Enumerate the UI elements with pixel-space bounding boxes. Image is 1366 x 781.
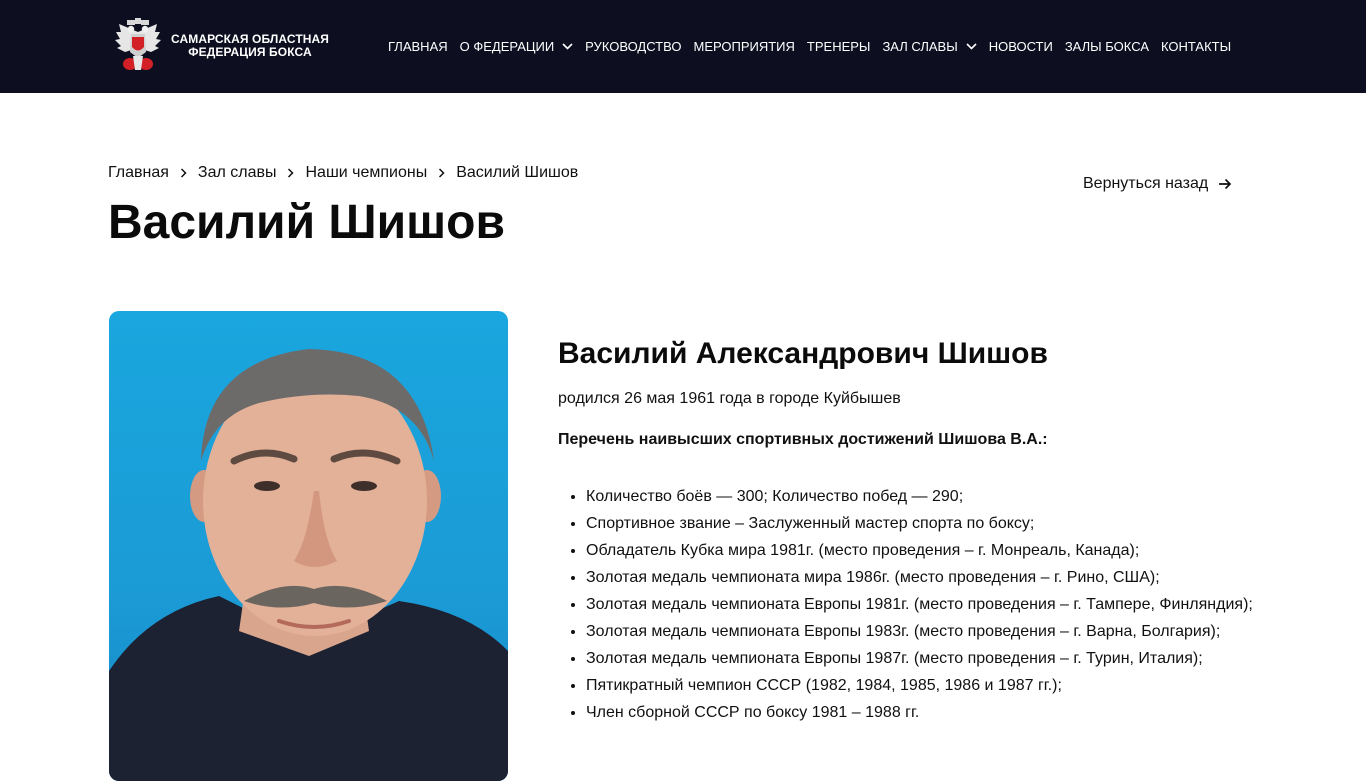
logo-line-1: САМАРСКАЯ ОБЛАСТНАЯ — [171, 32, 330, 46]
logo-text — [171, 33, 329, 59]
nav-item-about[interactable] — [460, 39, 574, 54]
list-item: • Количество боёв — 300; Количество побед — 290; — [586, 483, 1318, 510]
chevron-right-icon — [180, 168, 187, 178]
breadcrumb-current: Василий Шишов — [456, 164, 579, 181]
nav-item-gyms[interactable] — [1065, 39, 1149, 54]
champion-portrait — [109, 311, 508, 781]
breadcrumb-champions[interactable]: Наши чемпионы — [305, 164, 428, 181]
nav-item-news[interactable] — [989, 39, 1053, 54]
site-header — [0, 0, 1366, 93]
nav-label: ЗАЛ СЛАВЫ — [882, 39, 958, 54]
breadcrumb-hall-of-fame[interactable]: Зал славы — [197, 164, 277, 181]
nav-label: МЕРОПРИЯТИЯ — [693, 39, 795, 54]
list-item: • Золотая медаль чемпионата мира 1986г. (место проведения – г. Рино, США); — [586, 564, 1318, 591]
back-link[interactable] — [1083, 175, 1232, 193]
chevron-right-icon — [287, 168, 294, 178]
double-headed-eagle-icon — [113, 18, 163, 74]
nav-label: КОНТАКТЫ — [1161, 39, 1232, 54]
nav-item-coaches[interactable] — [807, 39, 871, 54]
chevron-down-icon — [562, 43, 573, 50]
main-nav — [388, 0, 1231, 93]
achievements-heading: Перечень наивысших спортивных достижений Шишова В.А.: — [558, 431, 1048, 448]
list-item: • Пятикратный чемпион СССР (1982, 1984, 1985, 1986 и 1987 гг.); — [586, 672, 1318, 699]
chevron-down-icon — [966, 43, 977, 50]
nav-item-events[interactable] — [693, 39, 794, 54]
person-full-name: Василий Александрович Шишов — [558, 337, 1048, 370]
breadcrumb-home[interactable]: Главная — [108, 164, 169, 181]
logo-line-2: ФЕДЕРАЦИЯ БОКСА — [188, 45, 312, 59]
nav-label: ТРЕНЕРЫ — [806, 39, 871, 54]
nav-label: РУКОВОДСТВО — [585, 39, 682, 54]
list-item: • Член сборной СССР по боксу 1981 – 1988 гг. — [586, 699, 1318, 726]
nav-item-hall-of-fame[interactable] — [882, 39, 976, 54]
chevron-right-icon — [438, 168, 445, 178]
nav-label: ЗАЛЫ БОКСА — [1064, 39, 1149, 54]
achievements-list — [558, 483, 1318, 726]
site-logo[interactable] — [113, 18, 329, 74]
list-item: • Обладатель Кубка мира 1981г. (место проведения – г. Монреаль, Канада); — [586, 537, 1318, 564]
nav-item-contacts[interactable] — [1161, 39, 1231, 54]
nav-item-home[interactable] — [388, 39, 448, 54]
list-item: • Спортивное звание – Заслуженный мастер спорта по боксу; — [586, 510, 1318, 537]
birth-info: родился 26 мая 1961 года в городе Куйбышев — [558, 390, 901, 407]
list-item: • Золотая медаль чемпионата Европы 1987г. (место проведения – г. Турин, Италия); — [586, 645, 1318, 672]
list-item: • Золотая медаль чемпионата Европы 1983г. (место проведения – г. Варна, Болгария); — [586, 618, 1318, 645]
page-title: Василий Шишов — [108, 196, 505, 249]
nav-label: НОВОСТИ — [988, 39, 1053, 54]
breadcrumb — [108, 164, 578, 182]
champion-photo — [109, 311, 508, 781]
list-item: • Золотая медаль чемпионата Европы 1981г. (место проведения – г. Тампере, Финляндия); — [586, 591, 1318, 618]
nav-item-leadership[interactable] — [585, 39, 681, 54]
nav-label: О ФЕДЕРАЦИИ — [459, 39, 555, 54]
arrow-right-icon — [1218, 178, 1232, 190]
back-link-label: Вернуться назад — [1083, 175, 1209, 192]
profile-content — [558, 336, 1318, 726]
nav-label: ГЛАВНАЯ — [388, 39, 448, 54]
